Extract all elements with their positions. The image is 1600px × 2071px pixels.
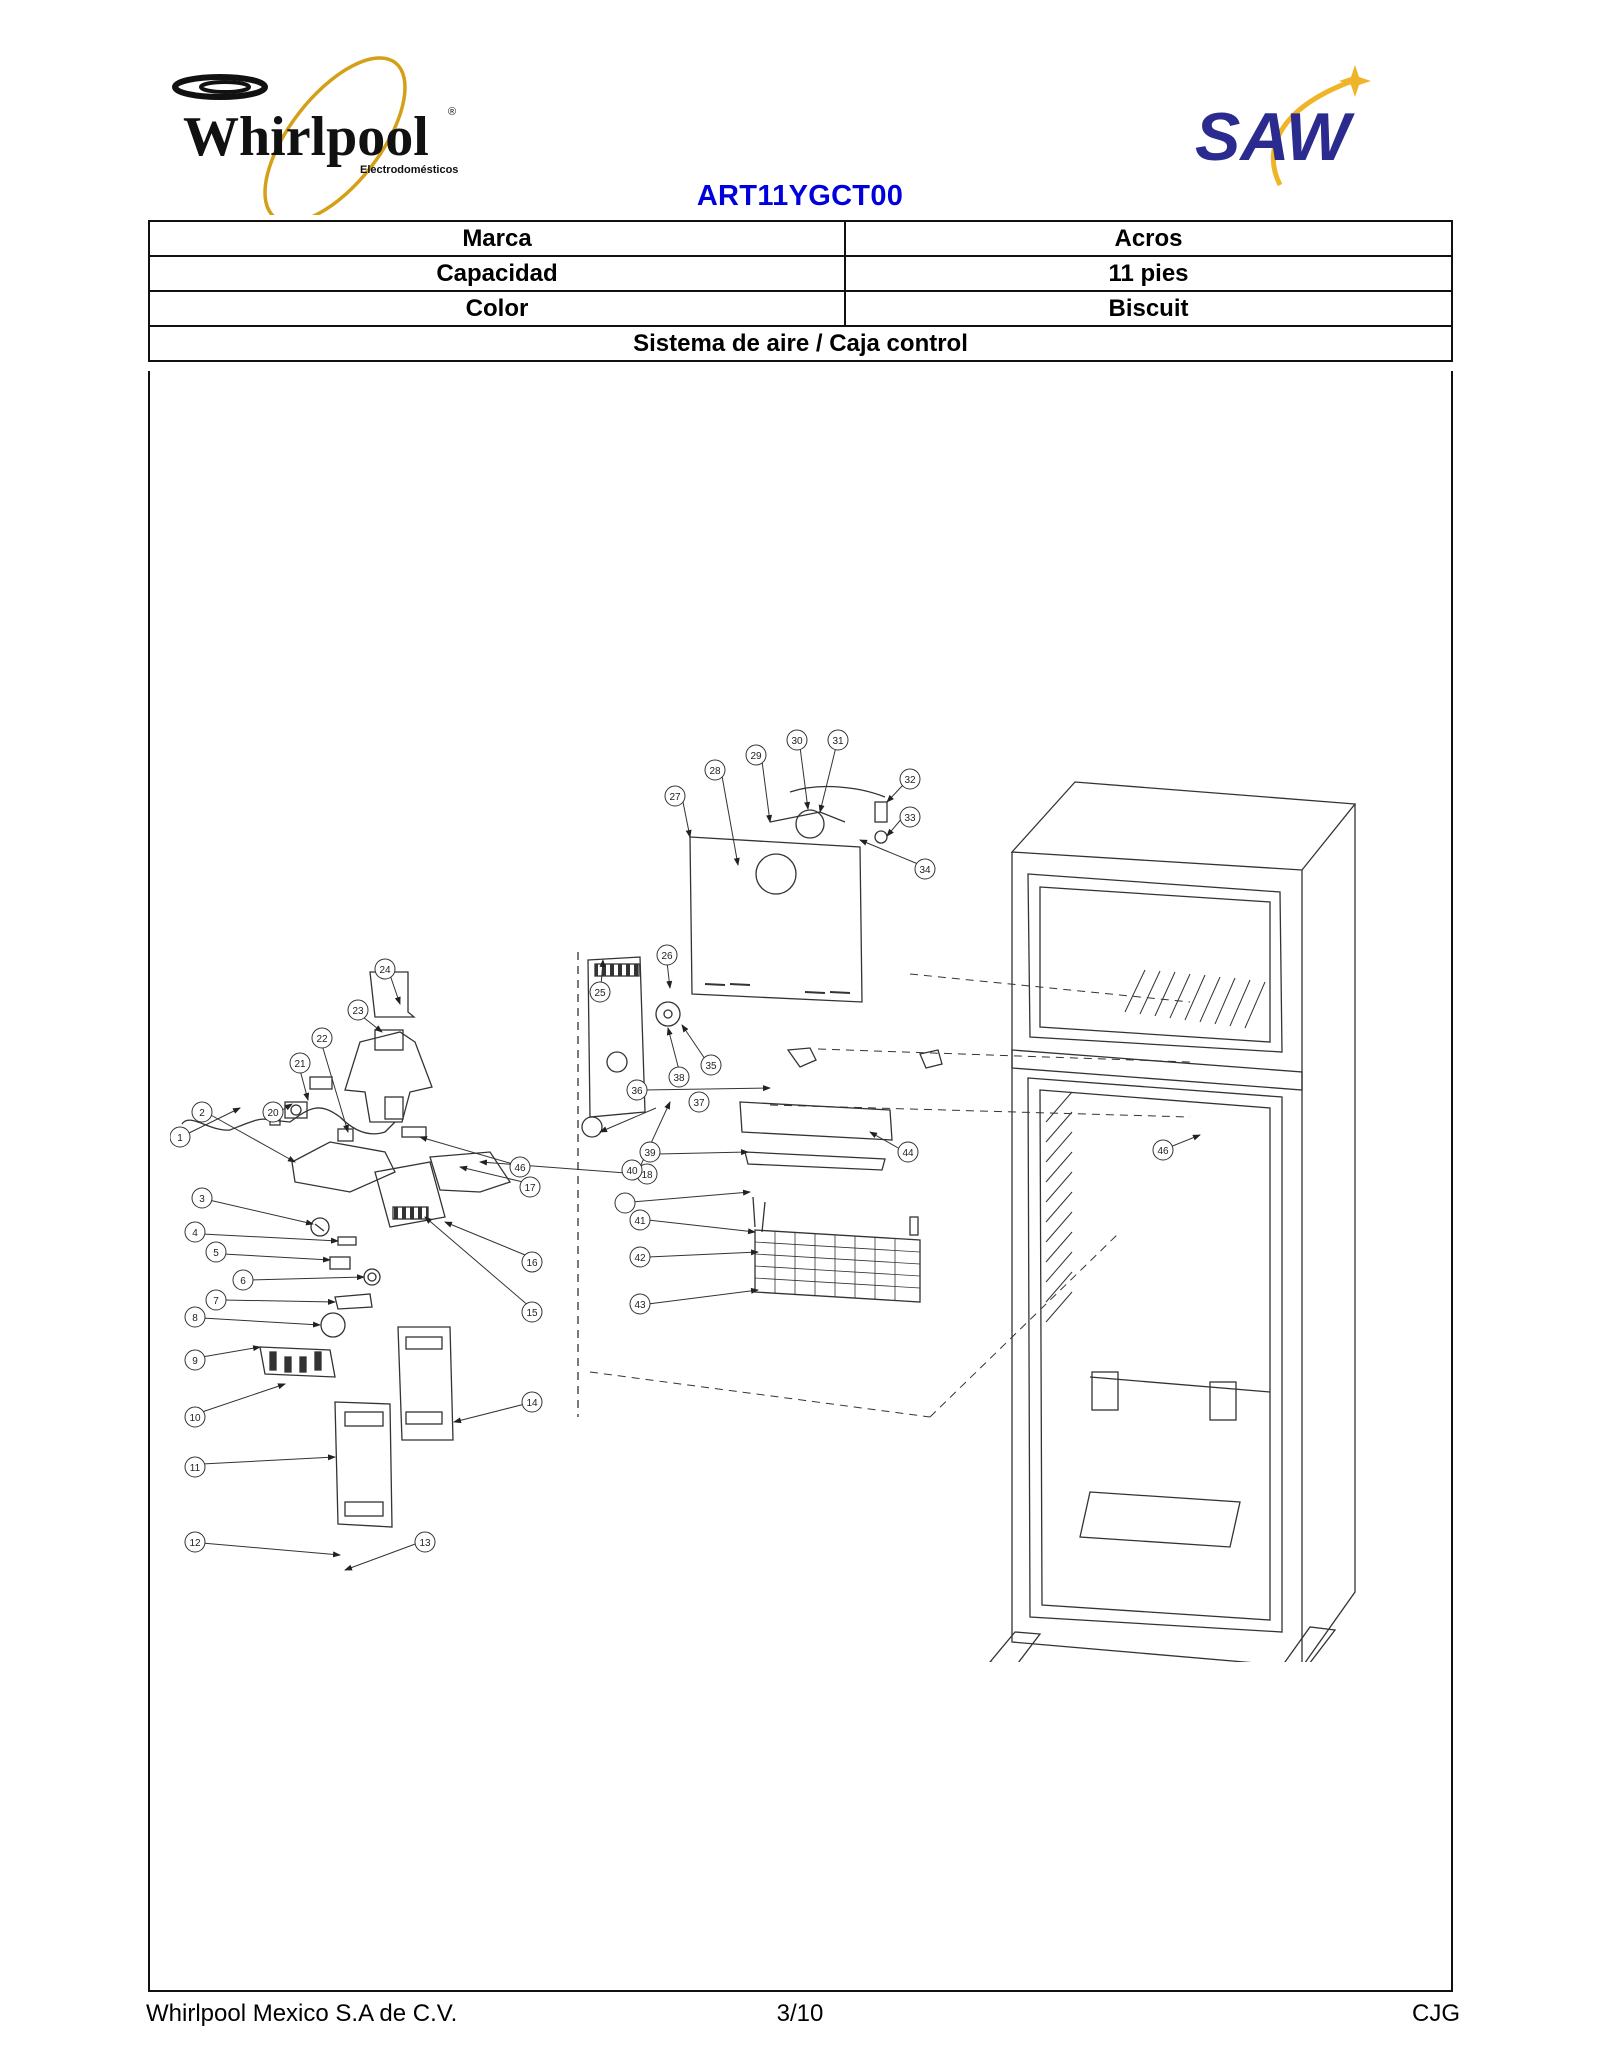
- svg-text:6: 6: [240, 1276, 246, 1287]
- brand-subtitle: Electrodomésticos: [360, 164, 459, 176]
- exploded-parts-diagram: [170, 712, 1432, 1662]
- spec-value: Biscuit: [845, 291, 1452, 326]
- svg-text:35: 35: [705, 1061, 717, 1072]
- svg-text:27: 27: [669, 792, 681, 803]
- svg-text:22: 22: [316, 1034, 328, 1045]
- svg-text:41: 41: [634, 1216, 646, 1227]
- svg-text:39: 39: [644, 1148, 656, 1159]
- section-title: Sistema de aire / Caja control: [149, 326, 1452, 361]
- svg-text:42: 42: [634, 1253, 646, 1264]
- svg-text:23: 23: [352, 1006, 364, 1017]
- svg-text:9: 9: [192, 1356, 198, 1367]
- spec-value: 11 pies: [845, 256, 1452, 291]
- svg-text:2: 2: [199, 1108, 205, 1119]
- svg-text:21: 21: [294, 1059, 306, 1070]
- svg-text:20: 20: [267, 1108, 279, 1119]
- svg-text:31: 31: [832, 736, 844, 747]
- svg-text:25: 25: [594, 988, 606, 999]
- model-number: ART11YGCT00: [696, 180, 904, 212]
- spec-table: [148, 220, 1453, 362]
- section-title-row: [149, 326, 1452, 361]
- page-number: 3/10: [776, 2000, 824, 2027]
- svg-text:3: 3: [199, 1194, 205, 1205]
- svg-text:8: 8: [192, 1313, 198, 1324]
- svg-text:33: 33: [904, 813, 916, 824]
- svg-text:7: 7: [213, 1296, 219, 1307]
- spec-value: Acros: [845, 221, 1452, 256]
- svg-text:46: 46: [514, 1163, 526, 1174]
- svg-text:®: ®: [448, 106, 457, 118]
- footer-author: CJG: [1412, 2000, 1460, 2027]
- partner-name: SAW: [1195, 99, 1350, 175]
- svg-text:29: 29: [750, 751, 762, 762]
- svg-text:1: 1: [177, 1133, 183, 1144]
- spec-label: Marca: [149, 221, 845, 256]
- svg-text:16: 16: [526, 1258, 538, 1269]
- svg-text:24: 24: [379, 965, 391, 976]
- svg-text:30: 30: [791, 736, 803, 747]
- svg-text:5: 5: [213, 1248, 219, 1259]
- svg-text:14: 14: [526, 1398, 538, 1409]
- svg-text:32: 32: [904, 775, 916, 786]
- svg-text:46: 46: [1157, 1146, 1169, 1157]
- svg-text:17: 17: [524, 1183, 536, 1194]
- svg-text:40: 40: [626, 1166, 638, 1177]
- spec-label: Capacidad: [149, 256, 845, 291]
- brand-name: Whirlpool: [183, 106, 429, 168]
- svg-text:38: 38: [673, 1073, 685, 1084]
- svg-text:11: 11: [189, 1463, 201, 1474]
- svg-text:44: 44: [902, 1148, 914, 1159]
- spec-row-color: [149, 291, 1452, 326]
- svg-text:4: 4: [192, 1228, 198, 1239]
- svg-text:13: 13: [419, 1538, 431, 1549]
- spec-row-brand: [149, 221, 1452, 256]
- svg-text:26: 26: [661, 951, 673, 962]
- svg-text:12: 12: [189, 1538, 201, 1549]
- svg-text:28: 28: [709, 766, 721, 777]
- svg-text:37: 37: [693, 1098, 705, 1109]
- svg-text:36: 36: [631, 1086, 643, 1097]
- svg-text:18: 18: [641, 1170, 653, 1181]
- spec-label: Color: [149, 291, 845, 326]
- spec-row-capacity: [149, 256, 1452, 291]
- svg-text:34: 34: [919, 865, 931, 876]
- svg-text:43: 43: [634, 1300, 646, 1311]
- svg-text:10: 10: [189, 1413, 201, 1424]
- footer-company: Whirlpool Mexico S.A de C.V.: [146, 2000, 458, 2027]
- svg-text:15: 15: [526, 1308, 538, 1319]
